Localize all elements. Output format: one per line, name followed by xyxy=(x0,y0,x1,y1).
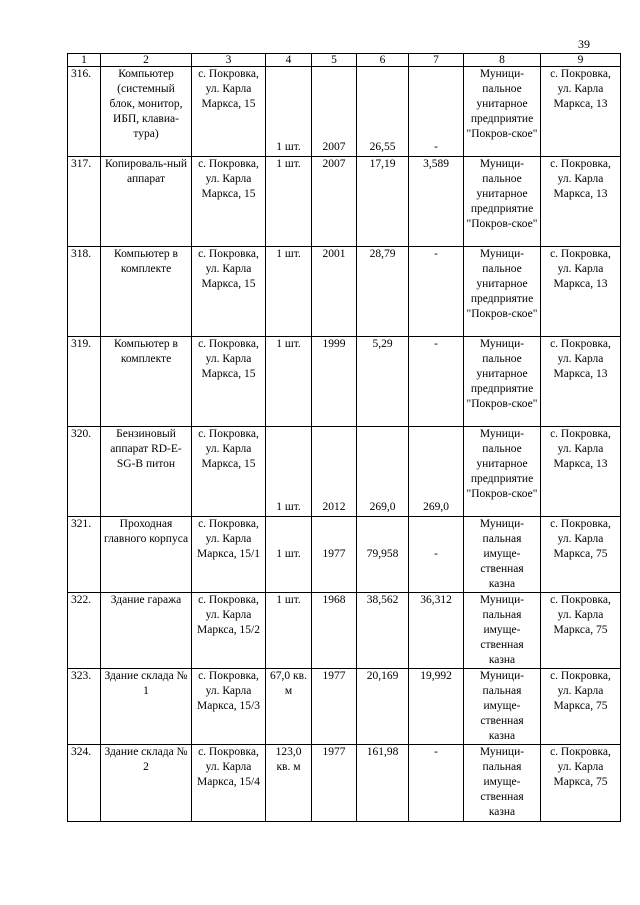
cell-qty: 1 шт. xyxy=(266,517,312,593)
cell-qty: 1 шт. xyxy=(266,67,312,157)
cell-year: 1977 xyxy=(312,517,357,593)
header-cell: 8 xyxy=(464,54,541,67)
cell-holder: Муници-пальная имуще-ственная казна xyxy=(464,517,541,593)
header-cell: 2 xyxy=(101,54,192,67)
cell-holder: Муници-пальная имуще-ственная казна xyxy=(464,745,541,822)
header-cell: 4 xyxy=(266,54,312,67)
cell-name: Компьютер в комплекте xyxy=(101,247,192,337)
cell-residual: 19,992 xyxy=(409,669,464,745)
cell-residual: - xyxy=(409,745,464,822)
cell-name: Здание гаража xyxy=(101,593,192,669)
cell-num: 323. xyxy=(68,669,101,745)
cell-address: с. Покровка, ул. Карла Маркса, 15/2 xyxy=(192,593,266,669)
cell-qty: 1 шт. xyxy=(266,427,312,517)
cell-holder-address: с. Покровка, ул. Карла Маркса, 75 xyxy=(541,593,621,669)
cell-address: с. Покровка, ул. Карла Маркса, 15/1 xyxy=(192,517,266,593)
cell-qty: 123,0 кв. м xyxy=(266,745,312,822)
cell-holder-address: с. Покровка, ул. Карла Маркса, 13 xyxy=(541,427,621,517)
cell-value: 269,0 xyxy=(357,427,409,517)
cell-num: 322. xyxy=(68,593,101,669)
cell-name: Проходная главного корпуса xyxy=(101,517,192,593)
cell-value: 26,55 xyxy=(357,67,409,157)
cell-qty: 1 шт. xyxy=(266,157,312,247)
cell-year: 2007 xyxy=(312,67,357,157)
cell-year: 1977 xyxy=(312,745,357,822)
cell-value: 38,562 xyxy=(357,593,409,669)
cell-num: 317. xyxy=(68,157,101,247)
cell-num: 324. xyxy=(68,745,101,822)
cell-holder: Муници-пальная имуще-ственная казна xyxy=(464,593,541,669)
cell-holder: Муници-пальное унитарное предприятие "Покров-ское" xyxy=(464,67,541,157)
cell-value: 79,958 xyxy=(357,517,409,593)
cell-qty: 1 шт. xyxy=(266,593,312,669)
cell-num: 320. xyxy=(68,427,101,517)
cell-num: 318. xyxy=(68,247,101,337)
cell-address: с. Покровка, ул. Карла Маркса, 15/4 xyxy=(192,745,266,822)
cell-value: 161,98 xyxy=(357,745,409,822)
cell-num: 321. xyxy=(68,517,101,593)
cell-holder-address: с. Покровка, ул. Карла Маркса, 75 xyxy=(541,745,621,822)
cell-year: 1977 xyxy=(312,669,357,745)
cell-name: Здание склада № 2 xyxy=(101,745,192,822)
header-cell: 1 xyxy=(68,54,101,67)
cell-value: 28,79 xyxy=(357,247,409,337)
page-number: 39 xyxy=(578,37,590,51)
cell-name: Бензиновый аппарат RD-E-SG-B питон xyxy=(101,427,192,517)
property-registry-table xyxy=(67,53,621,822)
cell-value: 20,169 xyxy=(357,669,409,745)
cell-holder: Муници-пальное унитарное предприятие "Покров-ское" xyxy=(464,247,541,337)
cell-year: 1999 xyxy=(312,337,357,427)
header-cell: 3 xyxy=(192,54,266,67)
cell-holder-address: с. Покровка, ул. Карла Маркса, 13 xyxy=(541,247,621,337)
header-cell: 6 xyxy=(357,54,409,67)
table-row xyxy=(68,593,621,669)
cell-name: Копироваль-ный аппарат xyxy=(101,157,192,247)
header-cell: 9 xyxy=(541,54,621,67)
cell-qty: 67,0 кв. м xyxy=(266,669,312,745)
cell-qty: 1 шт. xyxy=(266,247,312,337)
cell-holder-address: с. Покровка, ул. Карла Маркса, 75 xyxy=(541,517,621,593)
cell-residual: - xyxy=(409,247,464,337)
table-row xyxy=(68,517,621,593)
cell-year: 2012 xyxy=(312,427,357,517)
cell-address: с. Покровка, ул. Карла Маркса, 15 xyxy=(192,247,266,337)
cell-residual: - xyxy=(409,517,464,593)
table-row xyxy=(68,427,621,517)
header-cell: 7 xyxy=(409,54,464,67)
cell-value: 17,19 xyxy=(357,157,409,247)
cell-year: 1968 xyxy=(312,593,357,669)
cell-name: Здание склада № 1 xyxy=(101,669,192,745)
table-row xyxy=(68,669,621,745)
cell-address: с. Покровка, ул. Карла Маркса, 15 xyxy=(192,67,266,157)
cell-address: с. Покровка, ул. Карла Маркса, 15 xyxy=(192,427,266,517)
table-header-row xyxy=(68,54,621,67)
cell-holder-address: с. Покровка, ул. Карла Маркса, 13 xyxy=(541,337,621,427)
cell-holder: Муници-пальное унитарное предприятие "Покров-ское" xyxy=(464,337,541,427)
cell-num: 319. xyxy=(68,337,101,427)
cell-residual: 269,0 xyxy=(409,427,464,517)
cell-residual: 3,589 xyxy=(409,157,464,247)
cell-name: Компьютер в комплекте xyxy=(101,337,192,427)
cell-value: 5,29 xyxy=(357,337,409,427)
cell-holder-address: с. Покровка, ул. Карла Маркса, 13 xyxy=(541,157,621,247)
table-row xyxy=(68,745,621,822)
cell-residual: - xyxy=(409,337,464,427)
cell-residual: 36,312 xyxy=(409,593,464,669)
table-row xyxy=(68,157,621,247)
cell-name: Компьютер (системный блок, монитор, ИБП, клавиа-тура) xyxy=(101,67,192,157)
cell-holder: Муници-пальная имуще-ственная казна xyxy=(464,669,541,745)
cell-residual: - xyxy=(409,67,464,157)
table-row xyxy=(68,67,621,157)
cell-address: с. Покровка, ул. Карла Маркса, 15 xyxy=(192,157,266,247)
cell-address: с. Покровка, ул. Карла Маркса, 15/3 xyxy=(192,669,266,745)
cell-address: с. Покровка, ул. Карла Маркса, 15 xyxy=(192,337,266,427)
cell-num: 316. xyxy=(68,67,101,157)
cell-year: 2007 xyxy=(312,157,357,247)
cell-holder-address: с. Покровка, ул. Карла Маркса, 75 xyxy=(541,669,621,745)
cell-holder: Муници-пальное унитарное предприятие "Покров-ское" xyxy=(464,157,541,247)
cell-holder: Муници-пальное унитарное предприятие "Покров-ское" xyxy=(464,427,541,517)
cell-qty: 1 шт. xyxy=(266,337,312,427)
header-cell: 5 xyxy=(312,54,357,67)
table-row xyxy=(68,337,621,427)
cell-holder-address: с. Покровка, ул. Карла Маркса, 13 xyxy=(541,67,621,157)
table-row xyxy=(68,247,621,337)
cell-year: 2001 xyxy=(312,247,357,337)
